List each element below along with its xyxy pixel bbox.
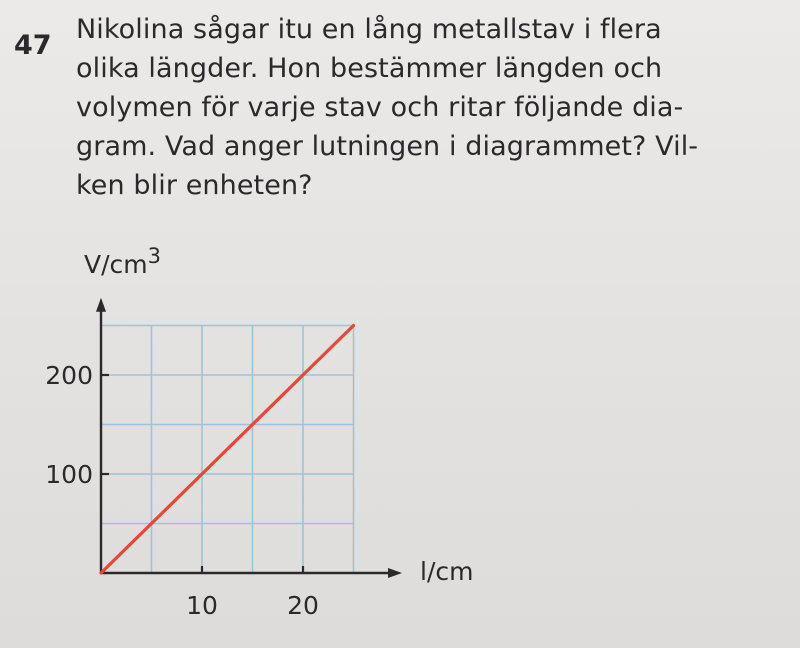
x-tick-label: 10	[186, 591, 218, 620]
problem-line: gram. Vad anger lutningen i diagrammet? Vil-	[76, 131, 699, 162]
y-axis-label: $V/cm^3$	[84, 244, 161, 279]
y-tick-label: 200	[45, 361, 93, 390]
chart-labels	[84, 244, 473, 586]
problem-line: ken blir enheten?	[76, 170, 313, 201]
y-axis-arrow-icon	[96, 298, 106, 312]
series-line	[101, 326, 354, 574]
problem-line: Nikolina sågar itu en lång metallstav i flera	[76, 14, 662, 45]
problem-number: 47	[14, 30, 52, 61]
x-tick-label: 20	[287, 591, 319, 620]
chart-axes	[96, 298, 402, 578]
problem-line: volymen för varje stav och ritar följande dia-	[76, 92, 684, 123]
x-axis-arrow-icon	[388, 568, 402, 578]
y-tick-label: 100	[45, 460, 93, 489]
chart-series	[101, 326, 354, 574]
x-axis-label: l/cm	[420, 557, 474, 586]
problem-line: olika längder. Hon bestämmer längden och	[76, 53, 663, 84]
